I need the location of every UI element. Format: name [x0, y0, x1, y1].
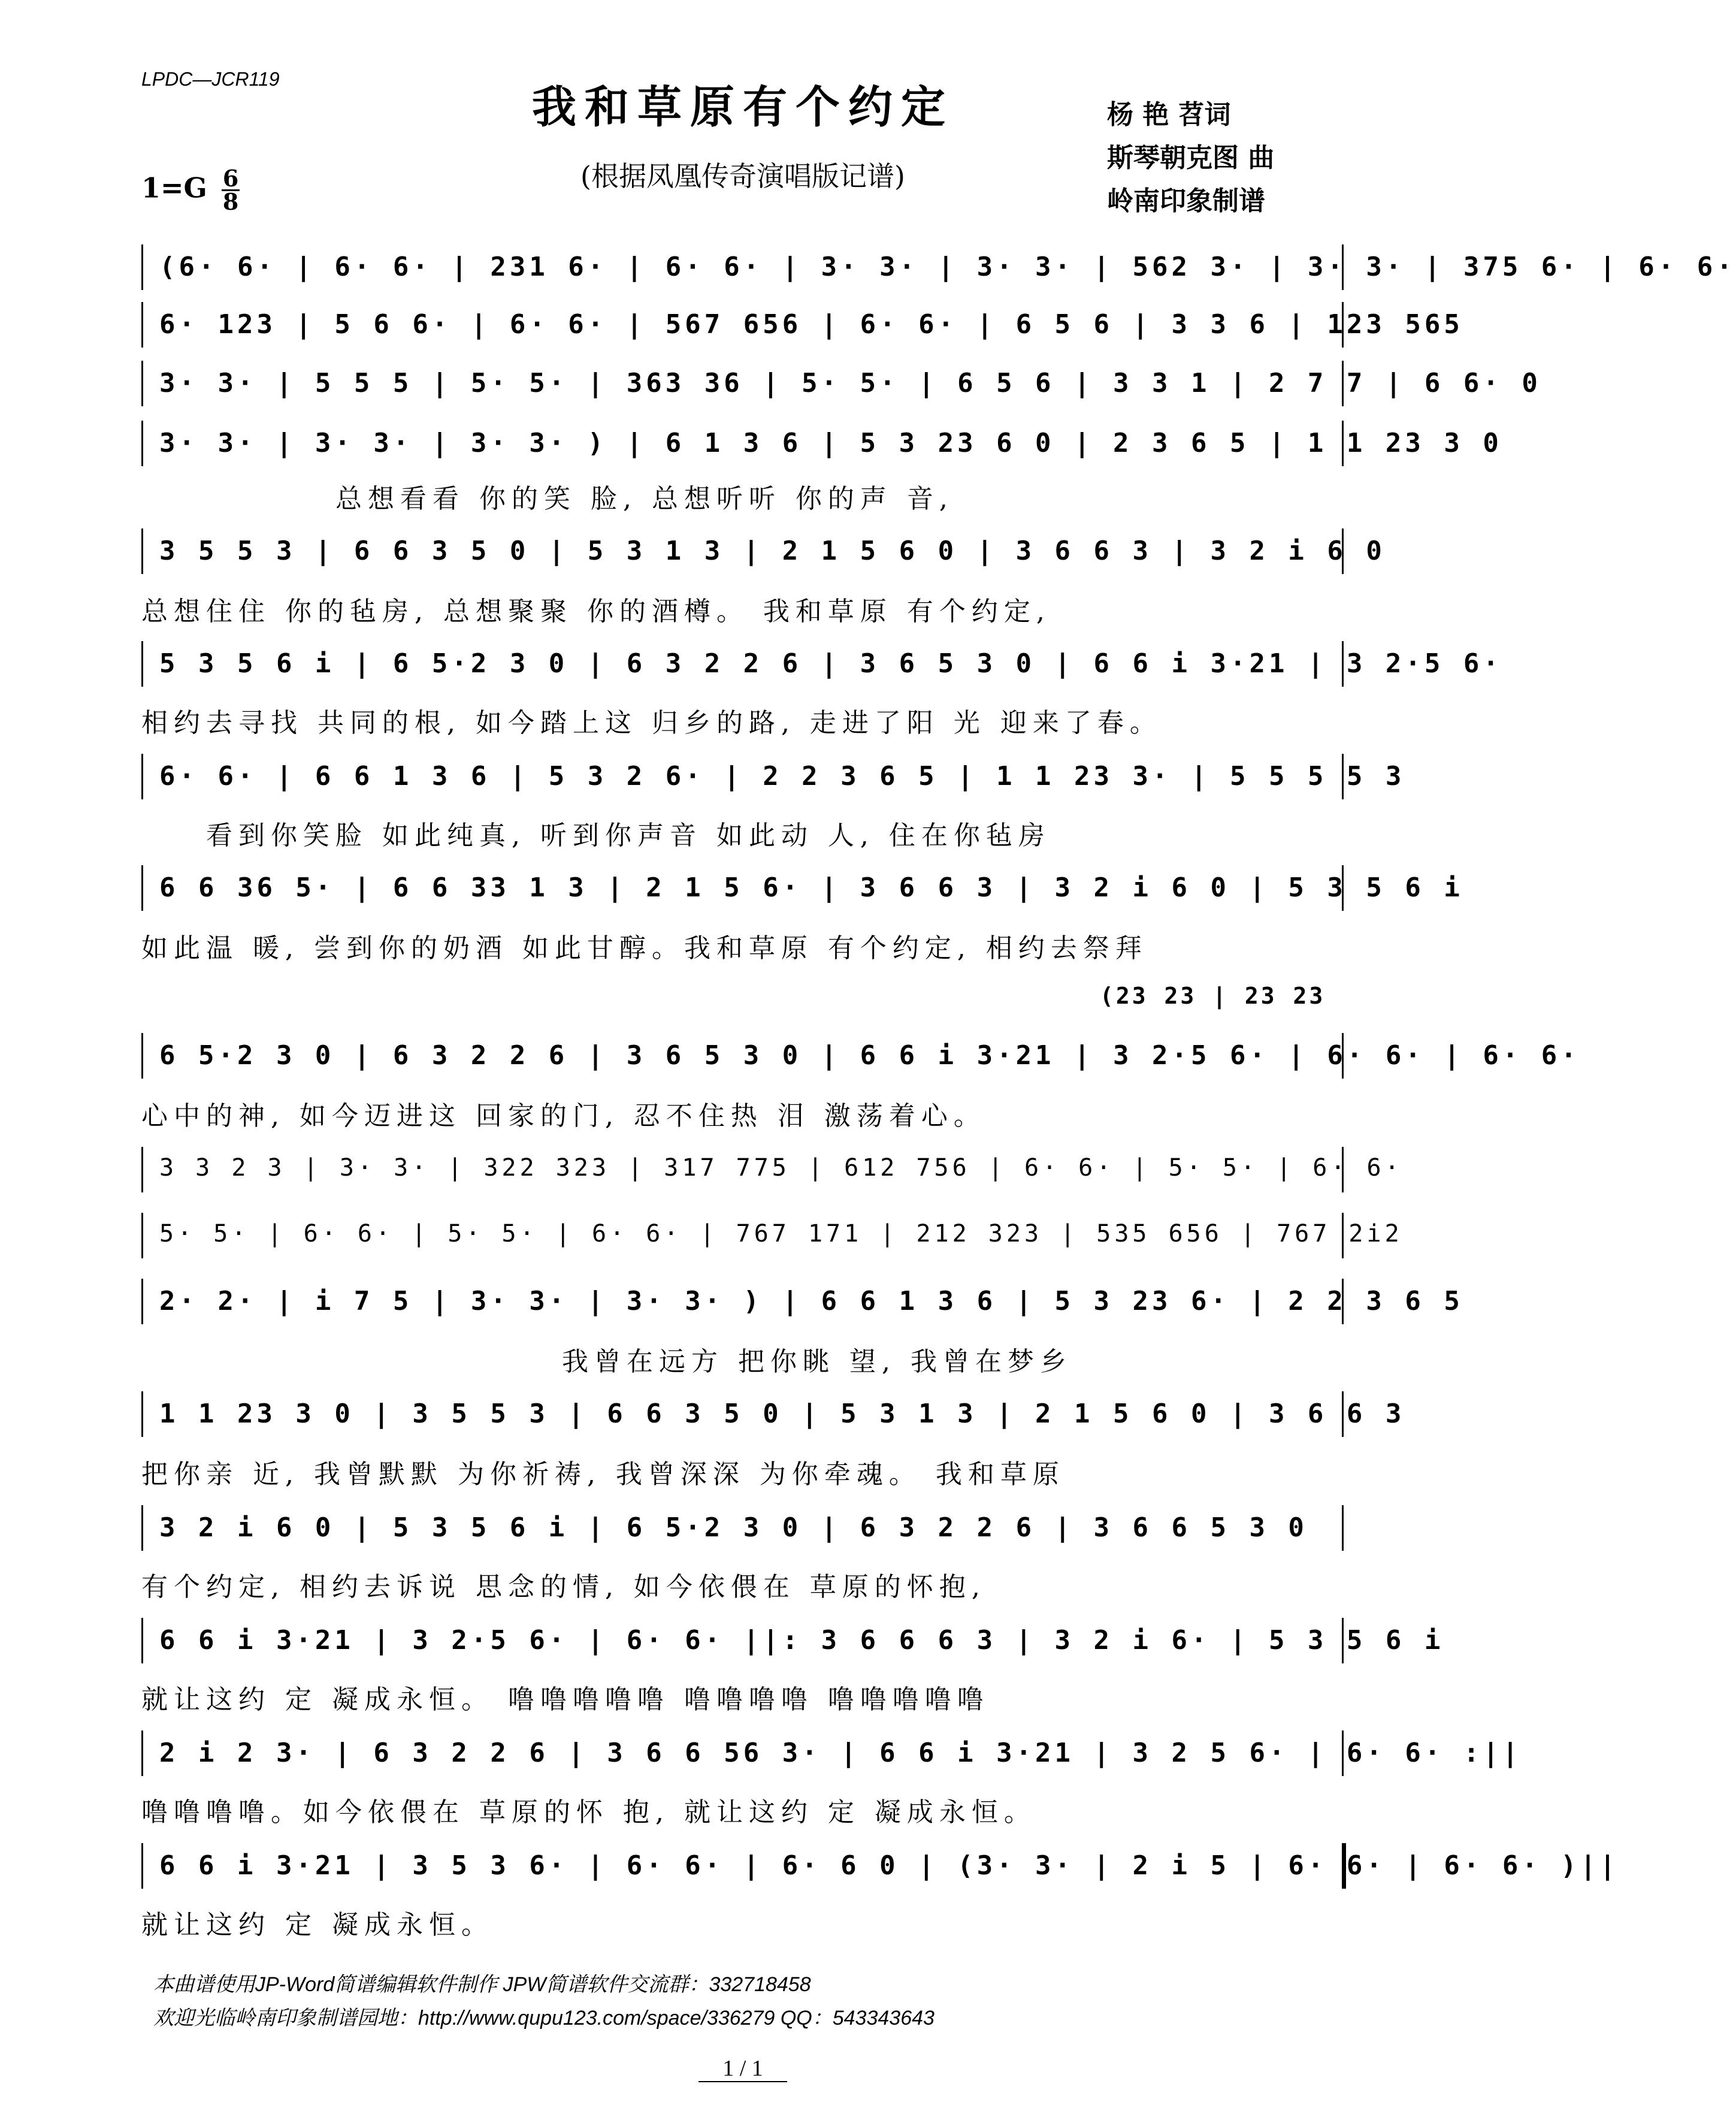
- lyric-line: 把你亲 近, 我曾默默 为你祈祷, 我曾深深 为你牵魂。 我和草原: [141, 1459, 1065, 1490]
- page-number: [0, 2055, 1486, 2082]
- barline: [141, 754, 143, 799]
- barline: [141, 302, 143, 348]
- time-signature: [222, 165, 240, 215]
- key-signature: [141, 165, 240, 215]
- notation-line: 3· 3· | 5 5 5 | 5· 5· | 363 36 | 5· 5· | 6 5 6 | 3 3 1 | 2 7 7 | 6 6· 0: [159, 368, 1541, 398]
- lyric-line: 我曾在远方 把你眺 望, 我曾在梦乡: [141, 1346, 1072, 1377]
- notation-system: [141, 1208, 1403, 1263]
- barline: [1342, 302, 1344, 348]
- time-signature-top: 6: [222, 165, 239, 192]
- song-title: 我和草原有个约定: [532, 81, 954, 133]
- notation-line: 5 3 5 6 i | 6 5·2 3 0 | 6 3 2 2 6 | 3 6 5 3 0 | 6 6 i 3·21 | 3 2·5 6·: [159, 648, 1502, 679]
- notation-system: [141, 1387, 1405, 1442]
- credits: [1107, 93, 1274, 223]
- lyric-line: 就让这约 定 凝成永恒。 噜噜噜噜噜 噜噜噜噜 噜噜噜噜噜: [141, 1684, 990, 1715]
- barline: [141, 1279, 143, 1324]
- lyric-line: 总想看看 你的笑 脸, 总想听听 你的声 音,: [141, 484, 954, 514]
- barline: [141, 1843, 143, 1889]
- barline: [141, 641, 143, 687]
- key-label: 1=G: [141, 171, 207, 204]
- score-code: LPDC—JCR119: [141, 68, 280, 90]
- notation-system: [141, 416, 1502, 471]
- barline: [1342, 421, 1344, 466]
- arranger-credit: 岭南印象制谱: [1107, 186, 1265, 216]
- notation-system: [141, 1274, 1463, 1329]
- notation-system: [141, 356, 1541, 411]
- barline: [141, 528, 143, 574]
- barline: [141, 421, 143, 466]
- notation-line: (6· 6· | 6· 6· | 231 6· | 6· 6· | 3· 3· | 3· 3· | 562 3· | 3· 3· | 375 6· | 6· 6·: [159, 252, 1736, 282]
- barline: [1342, 1279, 1344, 1324]
- notation-system: [141, 1142, 1403, 1197]
- notation-system: [141, 1613, 1444, 1668]
- composer-credit: 斯琴朝克图 曲: [1107, 143, 1275, 173]
- notation-line: 6· 6· | 6 6 1 3 6 | 5 3 2 6· | 2 2 3 6 5 | 1 1 23 3· | 5 5 5 5 3: [159, 761, 1405, 792]
- notation-line: 2· 2· | i 7 5 | 3· 3· | 3· 3· ) | 6 6 1 3 6 | 5 3 23 6· | 2 2 3 6 5: [159, 1286, 1463, 1316]
- barline: [141, 865, 143, 911]
- barline: [1342, 754, 1344, 799]
- notation-line: 6 6 i 3·21 | 3 2·5 6· | 6· 6· ||: 3 6 6 6 3 | 3 2 i 6· | 5 3 5 6 i: [159, 1625, 1444, 1656]
- footer-software-note: 本曲谱使用JP-Word简谱编辑软件制作 JPW简谱软件交流群：332718458: [153, 1973, 811, 1996]
- barline: [141, 1033, 143, 1079]
- notation-system: [141, 636, 1502, 691]
- notation-line: 3· 3· | 3· 3· | 3· 3· ) | 6 1 3 6 | 5 3 23 6 0 | 2 3 6 5 | 1 1 23 3 0: [159, 428, 1502, 458]
- lyric-line: 总想住住 你的毡房, 总想聚聚 你的酒樽。 我和草原 有个约定,: [141, 596, 1051, 627]
- lyric-line: 如此温 暖, 尝到你的奶酒 如此甘醇。我和草原 有个约定, 相约去祭拜: [141, 933, 1148, 964]
- notation-line: 3 2 i 6 0 | 5 3 5 6 i | 6 5·2 3 0 | 6 3 2 2 6 | 3 6 6 5 3 0: [159, 1512, 1308, 1543]
- notation-system: [141, 524, 1386, 579]
- barline: [1342, 1843, 1346, 1889]
- lyric-line: 心中的神, 如今迈进这 回家的门, 忍不住热 泪 激荡着心。: [141, 1101, 986, 1131]
- notation-system: [141, 297, 1463, 352]
- lyric-line: 相约去寻找 共同的根, 如今踏上这 归乡的路, 走进了阳 光 迎来了春。: [141, 708, 1162, 738]
- barline: [1342, 361, 1344, 406]
- barline: [1342, 1213, 1344, 1258]
- barline: [1342, 1033, 1344, 1079]
- song-subtitle: (根据凤凰传奇演唱版记谱): [580, 160, 905, 192]
- notation-system: [141, 749, 1405, 804]
- notation-line: 1 1 23 3 0 | 3 5 5 3 | 6 6 3 5 0 | 5 3 1 3 | 2 1 5 6 0 | 3 6 6 3: [159, 1399, 1405, 1429]
- barline: [1342, 1618, 1344, 1663]
- interlude-note: (23 23 | 23 23: [1100, 983, 1326, 1009]
- notation-system: [141, 1028, 1580, 1083]
- barline: [1342, 641, 1344, 687]
- notation-system: [141, 1500, 1344, 1556]
- barline: [141, 1147, 143, 1192]
- barline: [1342, 528, 1344, 574]
- time-signature-bottom: 8: [222, 188, 239, 215]
- notation-line: 6 5·2 3 0 | 6 3 2 2 6 | 3 6 5 3 0 | 6 6 i 3·21 | 3 2·5 6· | 6· 6· | 6· 6·: [159, 1040, 1580, 1071]
- barline: [141, 1730, 143, 1776]
- notation-line: 6 6 i 3·21 | 3 5 3 6· | 6· 6· | 6· 6 0 | (3· 3· | 2 i 5 | 6· 6· | 6· 6· )||: [159, 1850, 1619, 1881]
- barline: [1342, 1147, 1344, 1192]
- barline: [1342, 1730, 1344, 1776]
- barline: [141, 1505, 143, 1551]
- barline: [141, 1391, 143, 1437]
- notation-line: 6· 123 | 5 6 6· | 6· 6· | 567 656 | 6· 6· | 6 5 6 | 3 3 6 | 123 565: [159, 309, 1463, 340]
- lyric-line: 看到你笑脸 如此纯真, 听到你声音 如此动 人, 住在你毡房: [141, 820, 1051, 851]
- barline: [141, 361, 143, 406]
- notation-system: [141, 240, 1736, 295]
- lyric-line: 有个约定, 相约去诉说 思念的情, 如今依偎在 草原的怀抱,: [141, 1572, 986, 1602]
- notation-line: 2 i 2 3· | 6 3 2 2 6 | 3 6 6 56 3· | 6 6 i 3·21 | 3 2 5 6· | 6· 6· :||: [159, 1738, 1522, 1768]
- notation-system: [141, 1838, 1619, 1893]
- notation-line: 6 6 36 5· | 6 6 33 1 3 | 2 1 5 6· | 3 6 6 3 | 3 2 i 6 0 | 5 3 5 6 i: [159, 872, 1463, 903]
- barline: [141, 244, 143, 290]
- barline: [141, 1213, 143, 1258]
- notation-line: 3 5 5 3 | 6 6 3 5 0 | 5 3 1 3 | 2 1 5 6 0 | 3 6 6 3 | 3 2 i 6 0: [159, 536, 1386, 566]
- barline: [1342, 1505, 1344, 1551]
- barline: [1342, 865, 1344, 911]
- barline: [1342, 1391, 1344, 1437]
- footer-website-note: 欢迎光临岭南印象制谱园地：http://www.qupu123.com/space/336279 QQ：543343643: [153, 2007, 934, 2029]
- page-number-text: 1 / 1: [698, 2056, 787, 2082]
- lyric-line: 噜噜噜噜。如今依偎在 草原的怀 抱, 就让这约 定 凝成永恒。: [141, 1797, 1036, 1828]
- notation-line: 3 3 2 3 | 3· 3· | 322 323 | 317 775 | 612 756 | 6· 6· | 5· 5· | 6· 6·: [159, 1154, 1403, 1182]
- lyric-line: 就让这约 定 凝成永恒。: [141, 1910, 494, 1940]
- notation-system: [141, 1726, 1522, 1781]
- notation-system: [141, 860, 1463, 916]
- barline: [141, 1618, 143, 1663]
- notation-line: 5· 5· | 6· 6· | 5· 5· | 6· 6· | 767 171 | 212 323 | 535 656 | 767 2i2: [159, 1220, 1403, 1248]
- lyricist-credit: 杨 艳 苕词: [1107, 99, 1231, 130]
- barline: [1342, 244, 1344, 290]
